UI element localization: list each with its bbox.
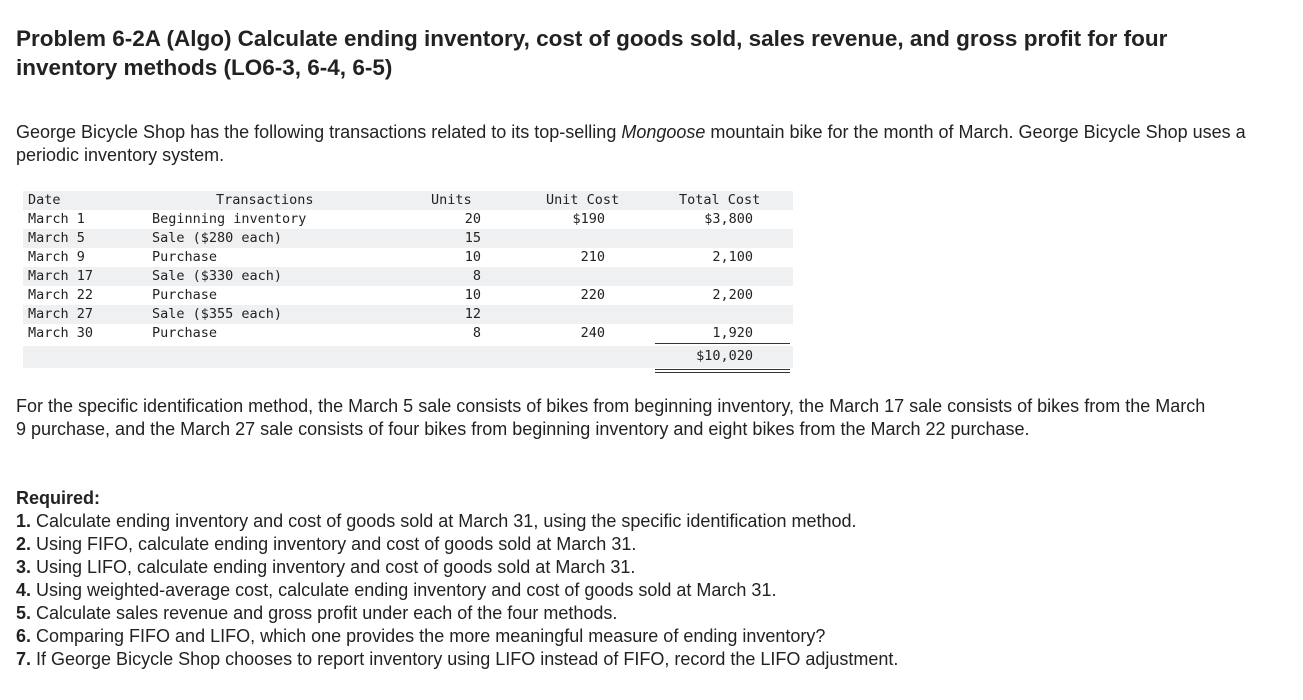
row-units: 20	[464, 211, 481, 227]
row-unit-cost: $190	[572, 211, 605, 227]
row-date: March 1	[28, 211, 85, 227]
row-total-cost: 2,100	[712, 249, 753, 265]
table-row	[23, 324, 793, 343]
table-total-row	[23, 346, 793, 368]
row-transaction: Beginning inventory	[152, 211, 307, 227]
row-total-cost: 2,200	[712, 287, 753, 303]
problem-title: Problem 6-2A (Algo) Calculate ending inventory, cost of goods sold, sales revenue, and gross profit for four inventory methods (LO6-3, 6-4, 6-5)	[16, 26, 1168, 80]
row-transaction: Purchase	[152, 249, 218, 265]
row-units: 8	[472, 268, 481, 284]
problem-intro	[16, 121, 1246, 167]
requirement-text: Using weighted-average cost, calculate ending inventory and cost of goods sold at March 31.	[31, 580, 777, 600]
requirement-number: 7.	[16, 649, 32, 669]
row-transaction: Sale ($280 each)	[152, 230, 283, 246]
row-date: March 22	[28, 287, 94, 303]
requirement-text: Calculate ending inventory and cost of goods sold at March 31, using the specific identification method.	[31, 511, 857, 531]
requirement-item	[16, 602, 1246, 625]
requirement-item	[16, 579, 1246, 602]
total-rule-top	[655, 343, 790, 344]
specific-identification-note: For the specific identification method, the March 5 sale consists of bikes from beginning inventory, the March 17 sale consists of bikes from the March 9 purchase, and the March 27 sale consists of four bikes from beginning inventory and eight bikes from the March 22 purchase.	[16, 396, 1206, 439]
row-total-cost	[663, 305, 753, 324]
grand-total-cost: $10,020	[696, 348, 753, 364]
row-unit-cost	[537, 305, 605, 324]
header-units: Units	[431, 192, 472, 208]
table-row	[23, 210, 793, 229]
row-units: 15	[464, 230, 481, 246]
requirement-number: 1.	[16, 511, 32, 531]
row-transaction: Purchase	[152, 287, 218, 303]
row-total-cost	[663, 267, 753, 286]
table-row	[23, 267, 793, 286]
row-transaction: Purchase	[152, 325, 218, 341]
requirement-item	[16, 533, 1246, 556]
table-row	[23, 305, 793, 324]
row-date: March 30	[28, 325, 94, 341]
table-row	[23, 248, 793, 267]
required-heading: Required:	[16, 488, 101, 508]
requirement-text: Comparing FIFO and LIFO, which one provides the more meaningful measure of ending inventory?	[31, 626, 826, 646]
row-total-cost: $3,800	[704, 211, 753, 227]
table-row	[23, 229, 793, 248]
requirement-text: If George Bicycle Shop chooses to report inventory using LIFO instead of FIFO, record the LIFO adjustment.	[31, 649, 899, 669]
table-header-row	[23, 191, 793, 210]
requirement-item	[16, 510, 1246, 533]
row-transaction: Sale ($355 each)	[152, 306, 283, 322]
requirement-number: 6.	[16, 626, 32, 646]
header-transactions: Transactions	[216, 192, 314, 208]
intro-product-name: Mongoose	[621, 122, 706, 142]
requirement-text: Calculate sales revenue and gross profit under each of the four methods.	[31, 603, 618, 623]
intro-text-end: mountain bike for the month of March. George Bicycle Shop uses a periodic inventory system.	[16, 122, 1246, 165]
required-section	[16, 487, 1246, 671]
row-unit-cost: 240	[580, 325, 605, 341]
row-unit-cost: 210	[580, 249, 605, 265]
requirement-item	[16, 648, 1246, 671]
requirement-text: Using FIFO, calculate ending inventory and cost of goods sold at March 31.	[31, 534, 637, 554]
row-unit-cost	[537, 267, 605, 286]
header-total-cost: Total Cost	[679, 192, 761, 208]
row-units: 10	[464, 249, 481, 265]
row-units: 10	[464, 287, 481, 303]
row-total-cost	[663, 229, 753, 248]
row-date: March 17	[28, 268, 94, 284]
row-units: 8	[472, 325, 481, 341]
row-unit-cost: 220	[580, 287, 605, 303]
requirement-number: 3.	[16, 557, 32, 577]
total-double-rule-1	[655, 369, 790, 370]
row-date: March 9	[28, 249, 85, 265]
row-units: 12	[464, 306, 481, 322]
requirement-number: 5.	[16, 603, 32, 623]
requirement-item	[16, 625, 1246, 648]
transactions-table	[23, 191, 793, 375]
intro-text-start: George Bicycle Shop has the following transactions related to its top-selling	[16, 122, 622, 142]
row-date: March 27	[28, 306, 94, 322]
row-total-cost: 1,920	[712, 325, 753, 341]
header-date: Date	[28, 192, 61, 208]
total-double-rule-2	[655, 372, 790, 373]
table-row	[23, 286, 793, 305]
row-unit-cost	[537, 229, 605, 248]
row-date: March 5	[28, 230, 85, 246]
row-transaction: Sale ($330 each)	[152, 268, 283, 284]
requirement-text: Using LIFO, calculate ending inventory and cost of goods sold at March 31.	[31, 557, 636, 577]
header-unit-cost: Unit Cost	[546, 192, 620, 208]
requirement-number: 2.	[16, 534, 32, 554]
requirement-item	[16, 556, 1246, 579]
requirement-number: 4.	[16, 580, 32, 600]
